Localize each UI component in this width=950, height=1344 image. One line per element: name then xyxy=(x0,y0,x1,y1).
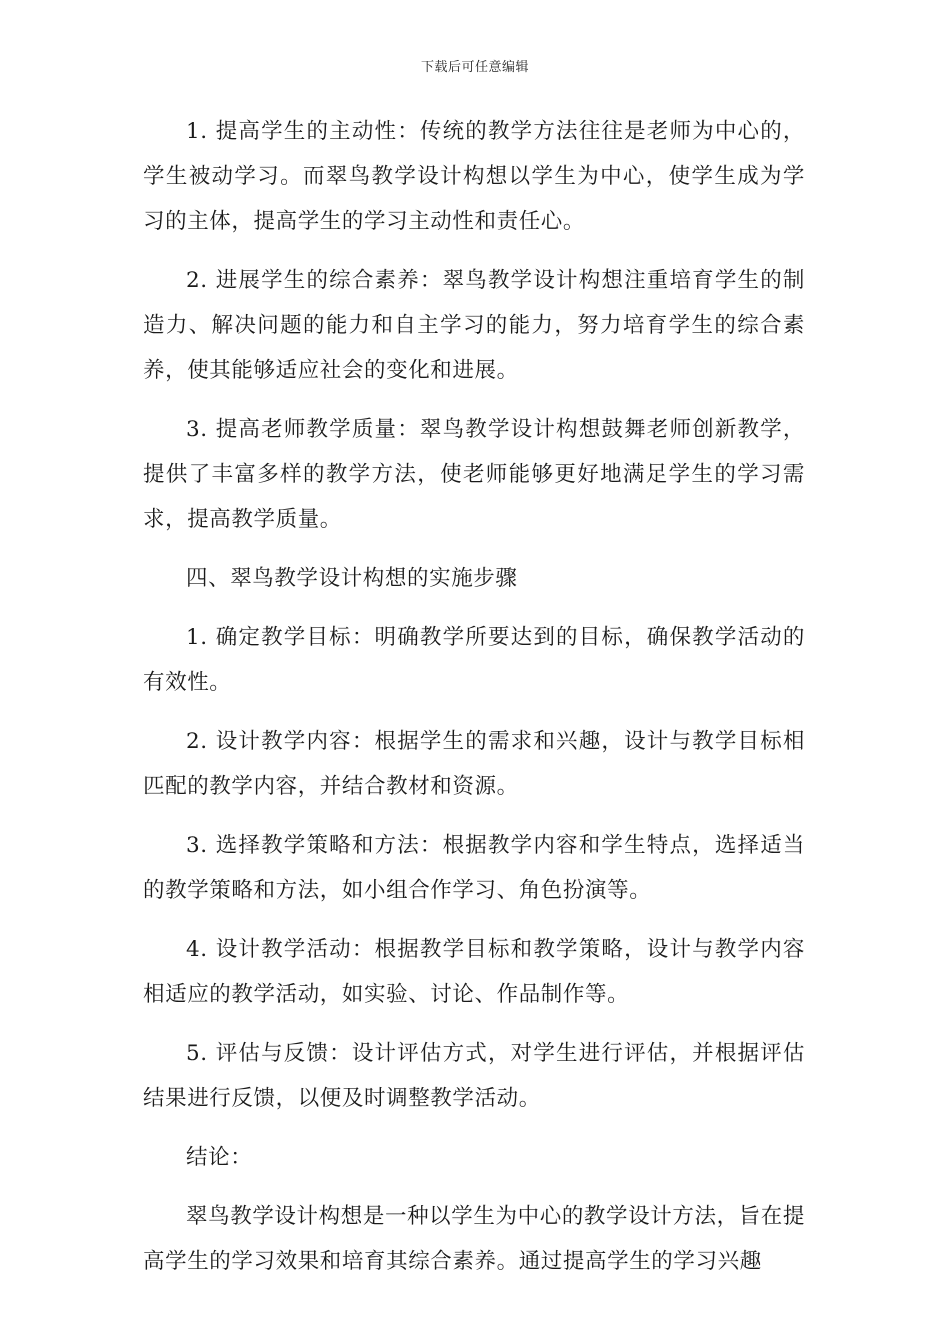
paragraph-step-evaluation: 5. 评估与反馈：设计评估方式，对学生进行评估，并根据评估结果进行反馈，以便及时调整教学活动。 xyxy=(143,1041,805,1111)
paragraph-conclusion: 翠鸟教学设计构想是一种以学生为中心的教学设计方法，旨在提高学生的学习效果和培育其综合素养。通过提高学生的学习兴趣 xyxy=(143,1204,805,1274)
paragraph-benefit-literacy: 2. 进展学生的综合素养：翠鸟教学设计构想注重培育学生的制造力、解决问题的能力和自主学习的能力，努力培育学生的综合素养，使其能够适应社会的变化和进展。 xyxy=(143,268,805,383)
paragraph-benefit-quality: 3. 提高老师教学质量：翠鸟教学设计构想鼓舞老师创新教学，提供了丰富多样的教学方法，使老师能够更好地满足学生的学习需求，提高教学质量。 xyxy=(143,417,805,532)
page-header: 下载后可任意编辑 xyxy=(420,60,529,75)
paragraph-benefit-initiative: 1. 提高学生的主动性：传统的教学方法往往是老师为中心的，学生被动学习。而翠鸟教学设计构想以学生为中心，使学生成为学习的主体，提高学生的学习主动性和责任心。 xyxy=(143,119,805,234)
paragraph-step-content: 2. 设计教学内容：根据学生的需求和兴趣，设计与教学目标相匹配的教学内容，并结合教材和资源。 xyxy=(143,729,805,799)
conclusion-heading: 结论： xyxy=(186,1145,253,1170)
section-heading-implementation: 四、翠鸟教学设计构想的实施步骤 xyxy=(186,566,518,591)
paragraph-step-activities: 4. 设计教学活动：根据教学目标和教学策略，设计与教学内容相适应的教学活动，如实验、讨论、作品制作等。 xyxy=(143,937,805,1007)
document-body xyxy=(143,109,805,1298)
paragraph-step-goals: 1. 确定教学目标：明确教学所要达到的目标，确保教学活动的有效性。 xyxy=(143,625,805,695)
paragraph-step-strategy: 3. 选择教学策略和方法：根据教学内容和学生特点，选择适当的教学策略和方法，如小组合作学习、角色扮演等。 xyxy=(143,833,805,903)
